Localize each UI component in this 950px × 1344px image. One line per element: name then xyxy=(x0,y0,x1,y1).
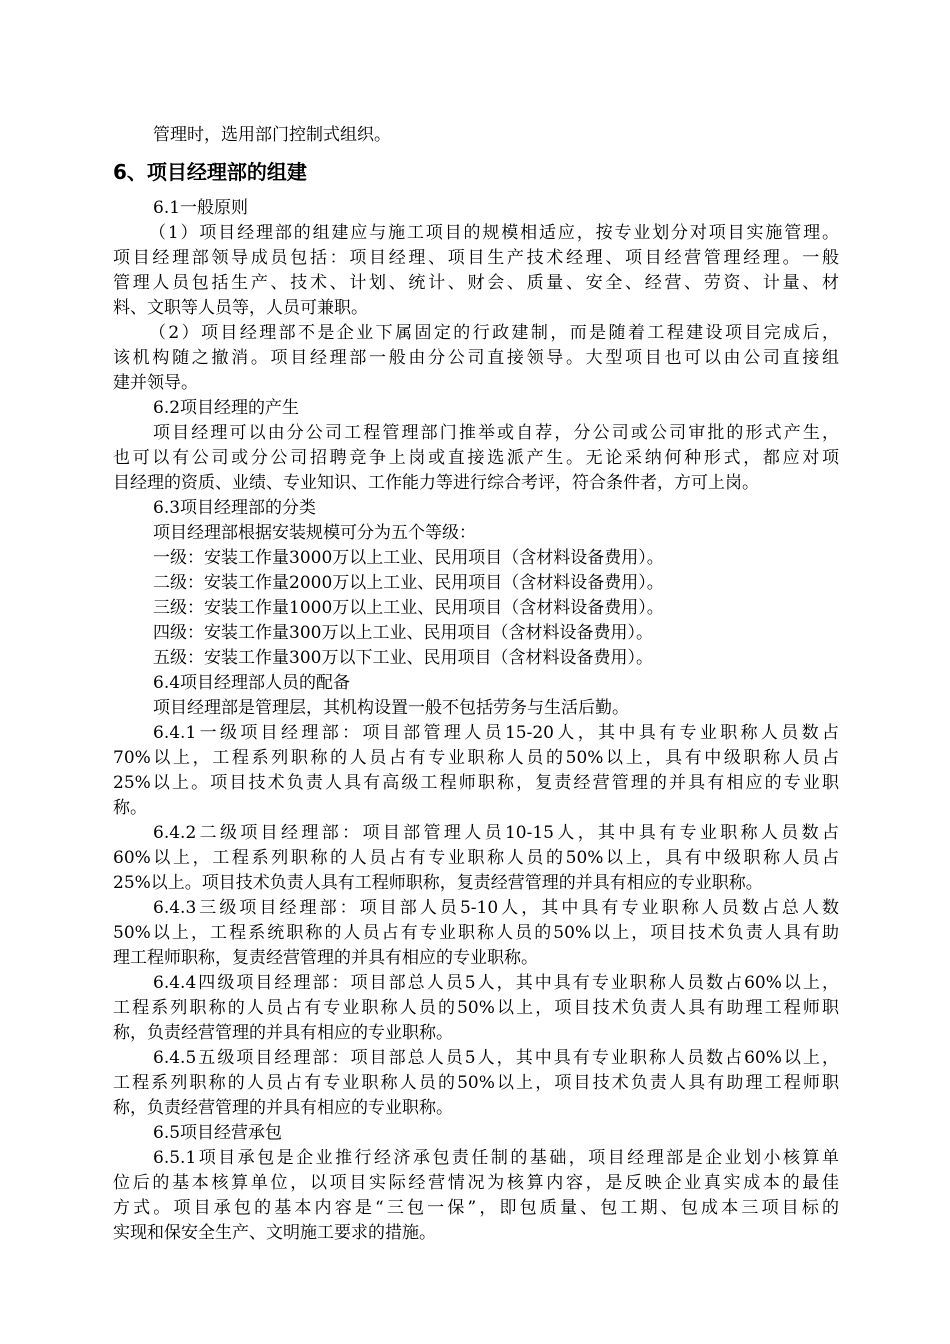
paragraph-line: 70%以上，工程系列职称的人员占有专业职称人员的50%以上，具有中级职称人员占 xyxy=(113,748,839,768)
subsection-title-6-5: 6.5项目经营承包 xyxy=(153,1123,283,1143)
paragraph-line: 工程系列职称的人员占有专业职称人员的50%以上，项目技术负责人具有助理工程师职 xyxy=(113,1073,839,1093)
paragraph-line: 6.5.1项目承包是企业推行经济承包责任制的基础，项目经理部是企业划小核算单 xyxy=(153,1148,839,1168)
paragraph-line: 方式。项目承包的基本内容是“三包一保”，即包质量、包工期、包成本三项目标的 xyxy=(113,1198,839,1218)
paragraph-line: 理工程师职称，复责经营管理的并具有相应的专业职称。 xyxy=(113,948,538,968)
paragraph-line: 25%以上。项目技术负责人具有工程师职称，复责经营管理的并具有相应的专业职称。 xyxy=(113,873,763,893)
section-heading: 6、项目经理部的组建 xyxy=(113,160,307,184)
paragraph-line: 25%以上。项目技术负责人具有高级工程师职称，复责经营管理的并具有相应的专业职 xyxy=(113,773,839,793)
paragraph-line: （2）项目经理部不是企业下属固定的行政建制，而是随着工程建设项目完成后， xyxy=(149,323,839,343)
level-item: 四级：安装工作量300万以上工业、民用项目（含材料设备费用）。 xyxy=(153,623,653,643)
paragraph-line: 项目经理部领导成员包括：项目经理、项目生产技术经理、项目经营管理经理。一般 xyxy=(113,248,839,268)
subsection-title-6-2: 6.2项目经理的产生 xyxy=(153,398,300,418)
paragraph-line: 6.4.5五级项目经理部：项目部总人员5人，其中具有专业职称人员数占60%以上， xyxy=(153,1048,839,1068)
paragraph-line: 实现和保安全生产、文明施工要求的措施。 xyxy=(113,1223,436,1243)
level-item: 一级：安装工作量3000万以上工业、民用项目（含材料设备费用）。 xyxy=(153,548,664,568)
paragraph-line: 该机构随之撤消。项目经理部一般由分公司直接领导。大型项目也可以由公司直接组 xyxy=(113,348,839,368)
paragraph-line: 称。 xyxy=(113,798,147,818)
paragraph-line: 也可以有公司或分公司招聘竞争上岗或直接选派产生。无论采纳何种形式，都应对项 xyxy=(113,448,839,468)
paragraph-line: 称，负责经营管理的并具有相应的专业职称。 xyxy=(113,1023,453,1043)
paragraph-line: 6.4.3三级项目经理部：项目部人员5-10人，其中具有专业职称人员数占总人数 xyxy=(153,898,839,918)
paragraph-line: 建并领导。 xyxy=(113,373,198,393)
subsection-title-6-3: 6.3项目经理部的分类 xyxy=(153,498,317,518)
paragraph-line: 6.4.4四级项目经理部：项目部总人员5人，其中具有专业职称人员数占60%以上， xyxy=(153,973,839,993)
paragraph-line: 项目经理可以由分公司工程管理部门推举或自荐，分公司或公司审批的形式产生， xyxy=(153,423,839,443)
paragraph-line: 50%以上，工程系统职称的人员占有专业职称人员的50%以上，项目技术负责人具有助 xyxy=(113,923,839,943)
paragraph-line: 料、文职等人员等，人员可兼职。 xyxy=(113,298,368,318)
subsection-title-6-1: 6.1一般原则 xyxy=(153,198,249,218)
paragraph-line: 称，负责经营管理的并具有相应的专业职称。 xyxy=(113,1098,453,1118)
paragraph-line: 目经理的资质、业绩、专业知识、工作能力等进行综合考评，符合条件者，方可上岗。 xyxy=(113,473,759,493)
subsection-title-6-4: 6.4项目经理部人员的配备 xyxy=(153,673,351,693)
paragraph-line: 6.4.1一级项目经理部：项目部管理人员15-20人，其中具有专业职称人员数占 xyxy=(153,723,839,743)
paragraph-line: 项目经理部是管理层，其机构设置一般不包括劳务与生活后勤。 xyxy=(153,698,629,718)
paragraph-line: 60%以上，工程系列职称的人员占有专业职称人员的50%以上，具有中级职称人员占 xyxy=(113,848,839,868)
paragraph-line: 位后的基本核算单位，以项目实际经营情况为核算内容，是反映企业真实成本的最佳 xyxy=(113,1173,839,1193)
level-item: 三级：安装工作量1000万以上工业、民用项目（含材料设备费用）。 xyxy=(153,598,664,618)
level-item: 二级：安装工作量2000万以上工业、民用项目（含材料设备费用）。 xyxy=(153,573,664,593)
level-item: 五级：安装工作量300万以下工业、民用项目（含材料设备费用）。 xyxy=(153,648,653,668)
paragraph-line: 项目经理部根据安装规模可分为五个等级： xyxy=(153,523,476,543)
paragraph-line: 6.4.2二级项目经理部：项目部管理人员10-15人，其中具有专业职称人员数占 xyxy=(153,823,839,843)
paragraph-line: （1）项目经理部的组建应与施工项目的规模相适应，按专业划分对项目实施管理。 xyxy=(149,223,839,243)
paragraph-line: 管理人员包括生产、技术、计划、统计、财会、质量、安全、经营、劳资、计量、材 xyxy=(113,273,839,293)
paragraph-line: 工程系列职称的人员占有专业职称人员的50%以上，项目技术负责人具有助理工程师职 xyxy=(113,998,839,1018)
document-body xyxy=(113,123,839,1246)
continuation-text: 管理时，选用部门控制式组织。 xyxy=(153,125,391,145)
